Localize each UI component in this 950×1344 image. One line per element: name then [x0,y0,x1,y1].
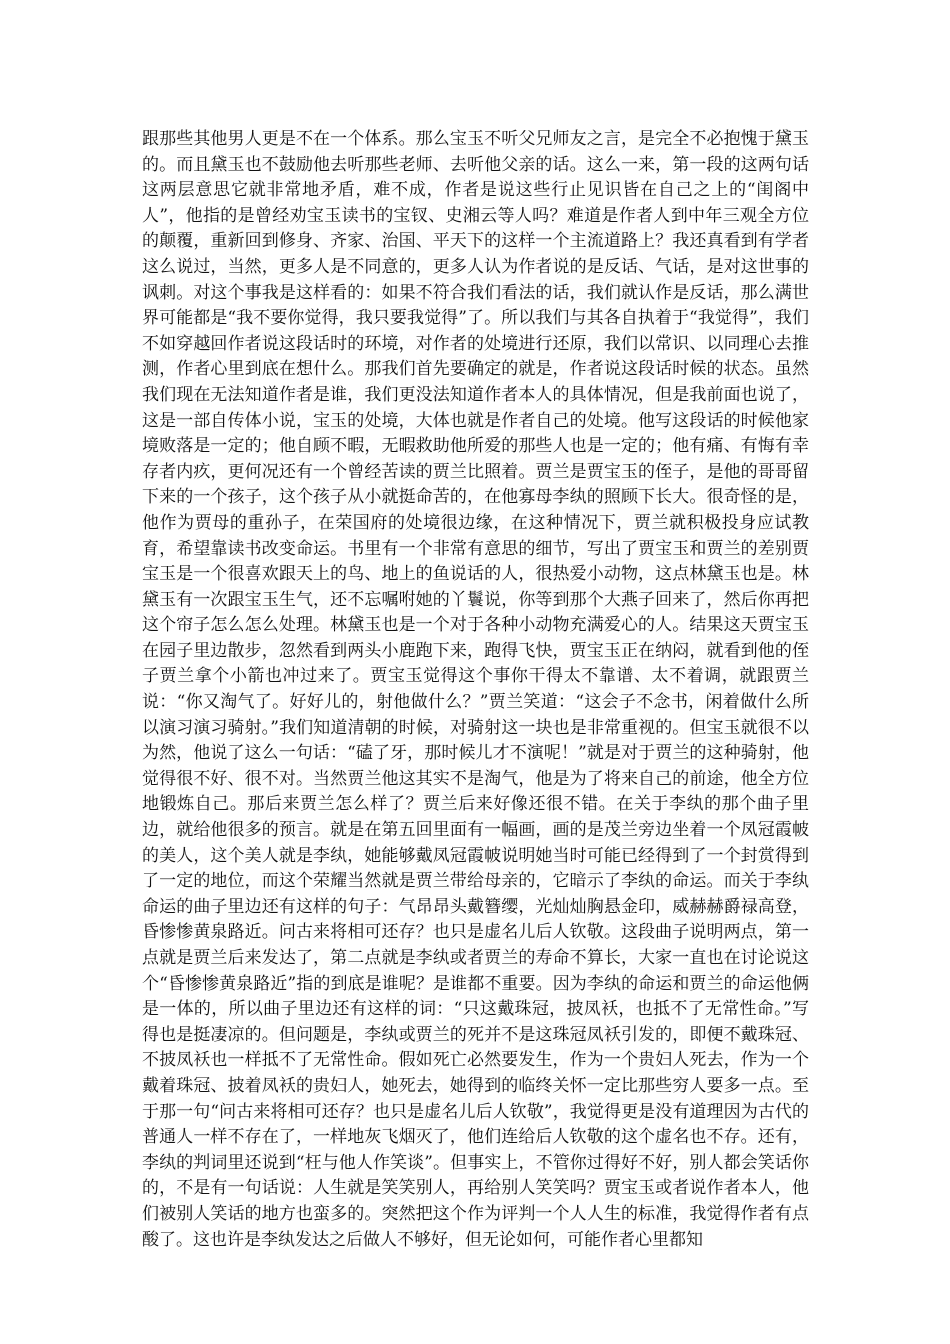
body-text [142,127,809,1253]
paragraph: 跟那些其他男人更是不在一个体系。那么宝玉不听父兄师友之言，是完全不必抱愧于黛玉的。而且黛玉也不鼓励他去听那些老师、去听他父亲的话。这么一来，第一段的这两句话这两层意思它就非常地矛盾，难不成，作者是说这些行止见识皆在自己之上的“闺阁中人”，他指的是曾经劝宝玉读书的宝钗、史湘云等人吗？难道是作者人到中年三观全方位的颠覆，重新回到修身、齐家、治国、平天下的这样一个主流道路上？我还真看到有学者这么说过，当然，更多人是不同意的，更多人认为作者说的是反话、气话，是对这世事的讽刺。对这个事我是这样看的：如果不符合我们看法的话，我们就认作是反话，那么满世界可能都是“我不要你觉得，我只要我觉得”了。所以我们与其各自执着于“我觉得”，我们不如穿越回作者说这段话时的环境，对作者的处境进行还原，我们以常识、以同理心去推测，作者心里到底在想什么。那我们首先要确定的就是，作者说这段话时候的状态。虽然我们现在无法知道作者是谁，我们更没法知道作者本人的具体情况，但是我前面也说了，这是一部自传体小说，宝玉的处境，大体也就是作者自己的处境。他写这段话的时候他家境败落是一定的；他自顾不暇，无暇救助他所爱的那些人也是一定的；他有痛、有悔有幸存者内疚，更何况还有一个曾经苦读的贾兰比照着。贾兰是贾宝玉的侄子，是他的哥哥留下来的一个孩子，这个孩子从小就挺命苦的，在他寡母李纨的照顾下长大。很奇怪的是，他作为贾母的重孙子，在荣国府的处境很边缘，在这种情况下，贾兰就积极投身应试教育，希望靠读书改变命运。书里有一个非常有意思的细节，写出了贾宝玉和贾兰的差别贾宝玉是一个很喜欢跟天上的鸟、地上的鱼说话的人，很热爱小动物，这点林黛玉也是。林黛玉有一次跟宝玉生气，还不忘嘱咐她的丫鬟说，你等到那个大燕子回来了，然后你再把这个帘子怎么怎么处理。林黛玉也是一个对于各种小动物充满爱心的人。结果这天贾宝玉在园子里边散步，忽然看到两头小鹿跑下来，跑得飞快，贾宝玉正在纳闷，就看到他的侄子贾兰拿个小箭也冲过来了。贾宝玉觉得这个事你干得太不靠谱、太不着调，就跟贾兰说：“你又淘气了。好好儿的，射他做什么？”贾兰笑道：“这会子不念书，闲着做什么所以演习演习骑射。”我们知道清朝的时候，对骑射这一块也是非常重视的。但宝玉就很不以为然，他说了这么一句话：“磕了牙，那时候儿才不演呢！”就是对于贾兰的这种骑射，他觉得很不好、很不对。当然贾兰他这其实不是淘气，他是为了将来自己的前途，他全方位地锻炼自己。那后来贾兰怎么样了？贾兰后来好像还很不错。在关于李纨的那个曲子里边，就给他很多的预言。就是在第五回里面有一幅画，画的是茂兰旁边坐着一个凤冠霞帔的美人，这个美人就是李纨，她能够戴凤冠霞帔说明她当时可能已经得到了一个封赏得到了一定的地位，而这个荣耀当然就是贾兰带给母亲的，它暗示了李纨的命运。而关于李纨命运的曲子里边还有这样的句子：气昂昂头戴簪缨，光灿灿胸悬金印，威赫赫爵禄高登，昏惨惨黄泉路近。问古来将相可还存？也只是虚名儿后人钦敬。这段曲子说明两点，第一点就是贾兰后来发达了，第二点就是李纨或者贾兰的寿命不算长，大家一直也在讨论说这个“昏惨惨黄泉路近”指的到底是谁呢？是谁都不重要。因为李纨的命运和贾兰的命运他俩是一体的，所以曲子里边还有这样的词：“只这戴珠冠，披凤袄，也抵不了无常性命。”写得也是挺凄凉的。但问题是，李纨或贾兰的死并不是这珠冠凤袄引发的，即便不戴珠冠、不披凤袄也一样抵不了无常性命。假如死亡必然要发生，作为一个贵妇人死去，作为一个戴着珠冠、披着凤袄的贵妇人，她死去，她得到的临终关怀一定比那些穷人要多一点。至于那一句“问古来将相可还存？也只是虚名儿后人钦敬”，我觉得更是没有道理因为古代的普通人一样不存在了，一样地灰飞烟灭了，他们连给后人钦敬的这个虚名也不存。还有，李纨的判词里还说到“枉与他人作笑谈”。但事实上，不管你过得好不好，别人都会笑话你的，不是有一句话说：人生就是笑笑别人，再给别人笑笑吗？贾宝玉或者说作者本人，他们被别人笑话的地方也蛮多的。突然把这个作为评判一个人人生的标准，我觉得作者有点酸了。这也许是李纨发达之后做人不够好，但无论如何，可能作者心里都知 [142,129,809,1250]
